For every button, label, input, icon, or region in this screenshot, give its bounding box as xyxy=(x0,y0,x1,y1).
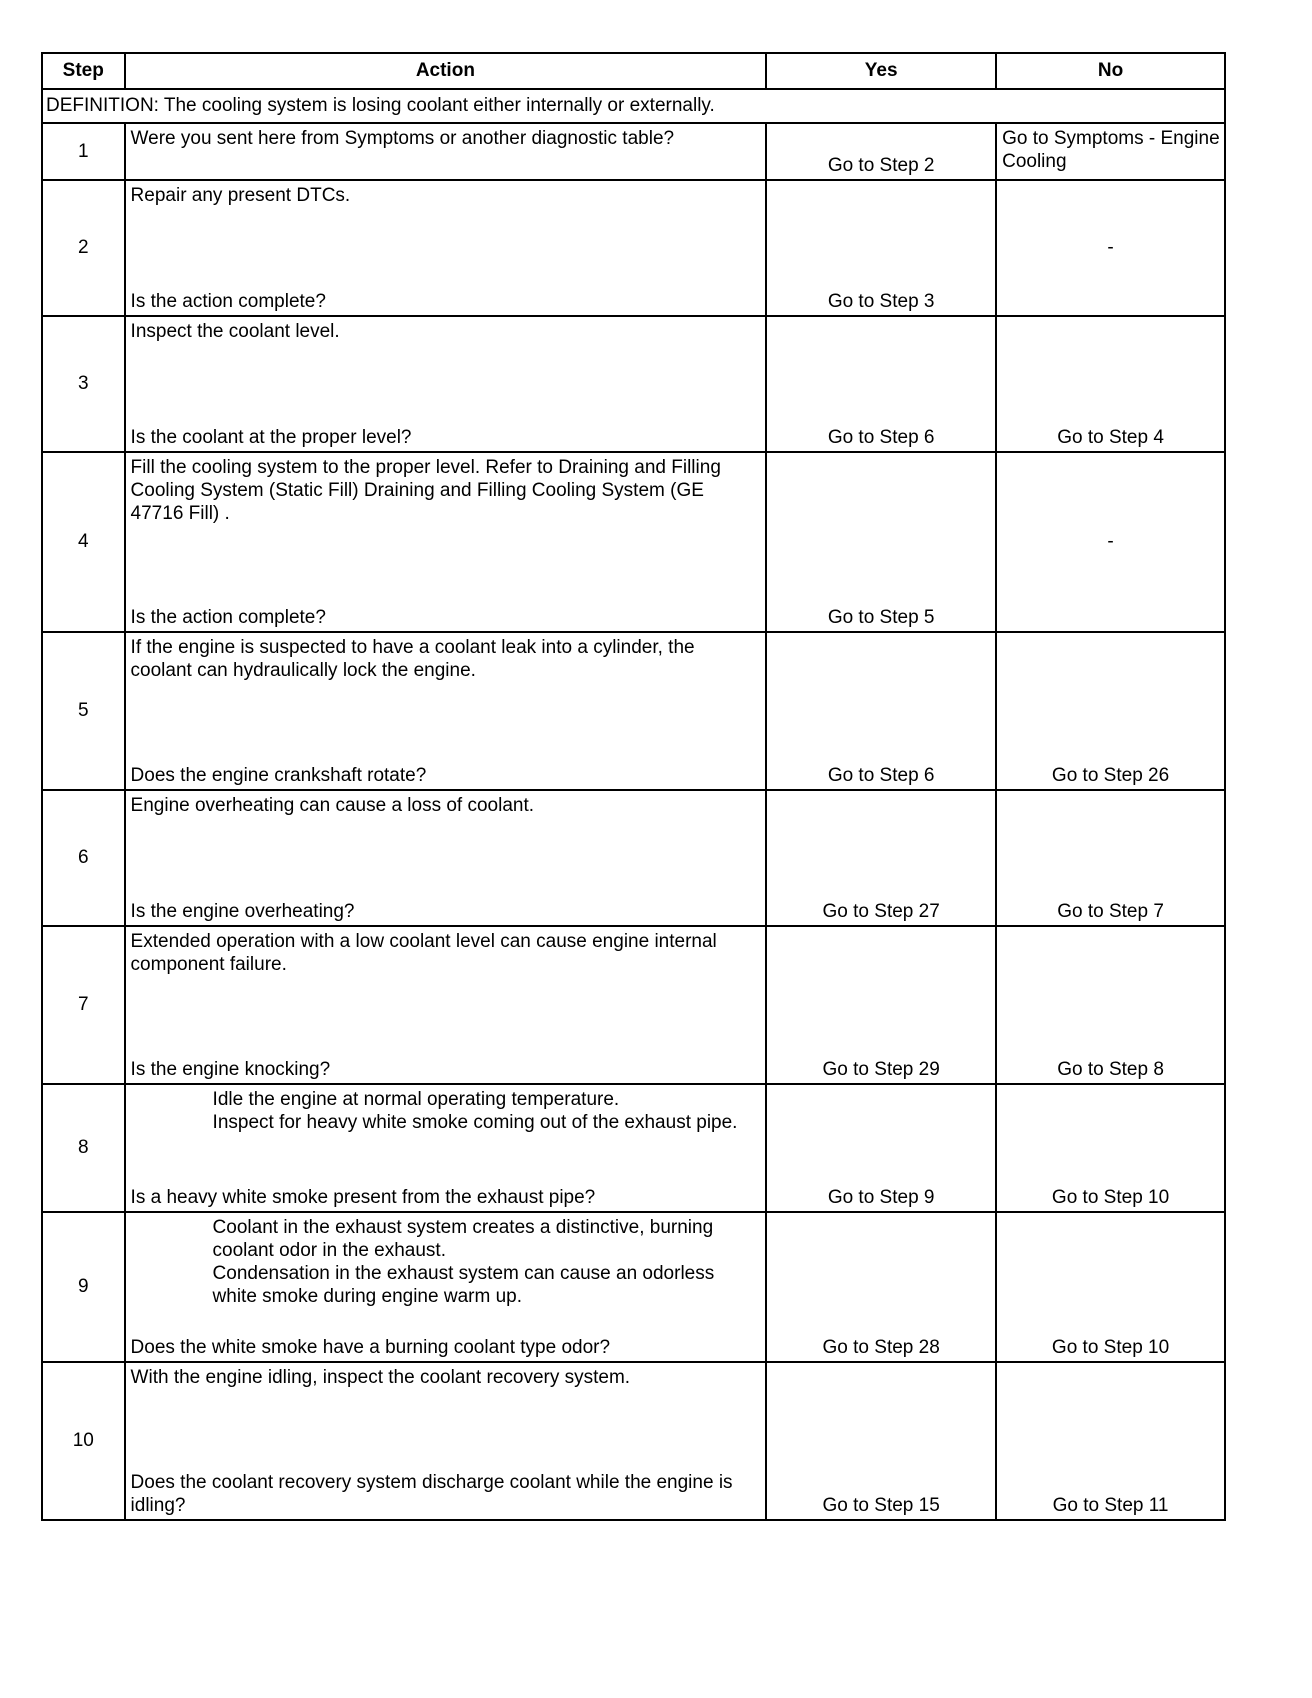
action-cell xyxy=(125,1212,767,1362)
action-cell xyxy=(125,926,767,1084)
yes-cell: Go to Step 5 xyxy=(766,452,996,632)
definition-row xyxy=(42,89,1225,123)
yes-cell: Go to Step 29 xyxy=(766,926,996,1084)
action-description: Repair any present DTCs. xyxy=(130,185,351,206)
action-question: Is the action complete? xyxy=(130,291,326,312)
step-number: 6 xyxy=(42,790,125,926)
action-question: Is a heavy white smoke present from the exhaust pipe? xyxy=(130,1187,596,1208)
action-question: Does the engine crankshaft rotate? xyxy=(130,765,427,786)
action-description: Inspect the coolant level. xyxy=(130,321,340,342)
action-cell xyxy=(125,632,767,790)
action-question: Is the coolant at the proper level? xyxy=(130,427,412,448)
step-number: 7 xyxy=(42,926,125,1084)
table-row xyxy=(42,1084,1225,1212)
no-cell: Go to Step 10 xyxy=(996,1084,1225,1212)
action-question: Is the engine overheating? xyxy=(130,901,355,922)
step-number: 4 xyxy=(42,452,125,632)
no-cell: - xyxy=(996,452,1225,632)
action-cell xyxy=(125,1084,767,1212)
action-question: Does the coolant recovery system discharge coolant while the engine is idling? xyxy=(130,1472,733,1516)
table-row xyxy=(42,632,1225,790)
step-number: 1 xyxy=(42,123,125,180)
yes-cell: Go to Step 6 xyxy=(766,632,996,790)
table-row xyxy=(42,452,1225,632)
yes-cell: Go to Step 15 xyxy=(766,1362,996,1520)
yes-cell: Go to Step 6 xyxy=(766,316,996,452)
step-number: 8 xyxy=(42,1084,125,1212)
table-row xyxy=(42,180,1225,316)
action-cell xyxy=(125,452,767,632)
action-description: Coolant in the exhaust system creates a distinctive, burning coolant odor in the exhaust. Condensation in the exhaust system can cause an odorless white smoke during engine warm up. xyxy=(212,1217,715,1307)
step-number: 2 xyxy=(42,180,125,316)
action-description: If the engine is suspected to have a coolant leak into a cylinder, the coolant can hydraulically lock the engine. xyxy=(130,637,695,681)
action-question: Is the action complete? xyxy=(130,607,326,628)
action-cell xyxy=(125,316,767,452)
action-cell xyxy=(125,1362,767,1520)
header-action: Action xyxy=(125,53,767,89)
yes-cell: Go to Step 2 xyxy=(766,123,996,180)
action-cell xyxy=(125,790,767,926)
table-row xyxy=(42,123,1225,180)
yes-cell: Go to Step 3 xyxy=(766,180,996,316)
yes-cell: Go to Step 27 xyxy=(766,790,996,926)
header-yes: Yes xyxy=(766,53,996,89)
table-row xyxy=(42,790,1225,926)
no-cell: Go to Step 4 xyxy=(996,316,1225,452)
action-description: Idle the engine at normal operating temperature. Inspect for heavy white smoke coming out of the exhaust pipe. xyxy=(212,1089,738,1133)
header-no: No xyxy=(996,53,1225,89)
action-description: With the engine idling, inspect the coolant recovery system. xyxy=(130,1367,631,1388)
action-question: Does the white smoke have a burning coolant type odor? xyxy=(130,1337,611,1358)
header-row xyxy=(42,53,1225,89)
action-description: Engine overheating can cause a loss of coolant. xyxy=(130,795,535,816)
no-cell: Go to Symptoms - Engine Cooling xyxy=(996,123,1225,180)
table-row xyxy=(42,316,1225,452)
table-row xyxy=(42,926,1225,1084)
no-cell: Go to Step 10 xyxy=(996,1212,1225,1362)
step-number: 10 xyxy=(42,1362,125,1520)
action-question: Is the engine knocking? xyxy=(130,1059,331,1080)
yes-cell: Go to Step 9 xyxy=(766,1084,996,1212)
no-cell: - xyxy=(996,180,1225,316)
action-cell xyxy=(125,123,767,180)
step-number: 9 xyxy=(42,1212,125,1362)
header-step: Step xyxy=(42,53,125,89)
table-row xyxy=(42,1212,1225,1362)
yes-cell: Go to Step 28 xyxy=(766,1212,996,1362)
table-row xyxy=(42,1362,1225,1520)
step-number: 3 xyxy=(42,316,125,452)
action-description: Fill the cooling system to the proper level. Refer to Draining and Filling Cooling System (Static Fill) Draining and Filling Cooling System (GE 47716 Fill) . xyxy=(130,457,721,524)
action-description: Extended operation with a low coolant level can cause engine internal component failure. xyxy=(130,931,717,975)
action-cell xyxy=(125,180,767,316)
no-cell: Go to Step 8 xyxy=(996,926,1225,1084)
no-cell: Go to Step 7 xyxy=(996,790,1225,926)
no-cell: Go to Step 11 xyxy=(996,1362,1225,1520)
definition-text: DEFINITION: The cooling system is losing coolant either internally or externally. xyxy=(42,89,1225,123)
no-cell: Go to Step 26 xyxy=(996,632,1225,790)
step-number: 5 xyxy=(42,632,125,790)
action-question: Were you sent here from Symptoms or another diagnostic table? xyxy=(130,128,675,149)
diagnostic-table xyxy=(41,52,1226,1521)
